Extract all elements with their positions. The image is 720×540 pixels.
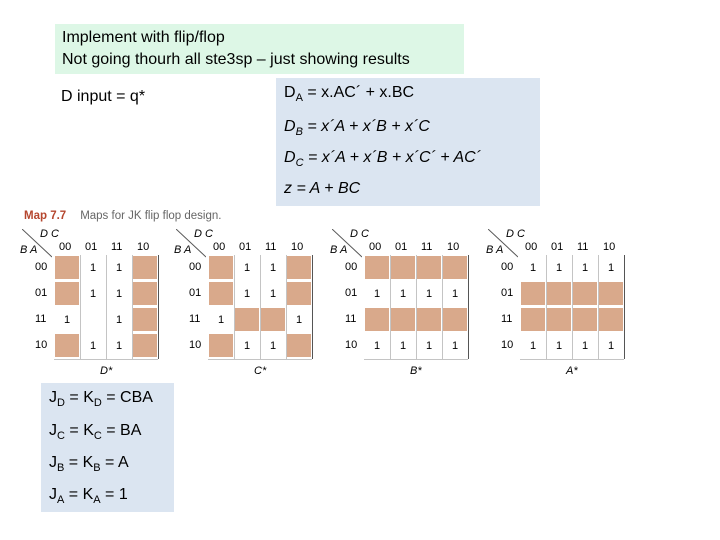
kmap-cell: 1 <box>425 339 433 352</box>
kmap-row-label: 10 <box>501 339 514 351</box>
map-caption-text: Maps for JK flip flop design. <box>80 210 222 222</box>
kmap-cell <box>55 282 79 305</box>
kmap-c <box>174 228 326 380</box>
kmap-output-label: A* <box>566 365 578 377</box>
equation-dc <box>284 149 481 169</box>
kmap-cell <box>81 308 105 331</box>
kmap-col-label: 00 <box>369 241 382 253</box>
d-input-label: D input = q* <box>61 88 146 105</box>
kmap-b <box>330 228 482 380</box>
kmap-diagonal <box>176 229 206 259</box>
kmap-cell: 1 <box>451 339 459 352</box>
jk-rhs: = 1 <box>100 486 128 503</box>
kmap-row-label: 00 <box>345 261 358 273</box>
jk-equation-c: $J_C = K_C$ = BA <box>49 422 142 443</box>
kmap-col-label: 10 <box>447 241 460 253</box>
eq-sub: B <box>295 126 303 139</box>
kmap-diagonal <box>332 229 362 259</box>
kmap-cell: 1 <box>607 261 615 274</box>
title-line-2: Not going thourh all ste3sp – just showing results <box>62 51 410 68</box>
kmap-cell: 1 <box>269 261 277 274</box>
title-line-1: Implement with flip/flop <box>62 29 225 46</box>
kmap-col-label: 11 <box>577 241 589 253</box>
kmap-a <box>486 228 638 380</box>
kmap-cell <box>133 282 157 305</box>
kmap-row-label: 10 <box>35 339 48 351</box>
equations-box <box>276 78 540 206</box>
kmap-cell <box>547 308 571 331</box>
kmap-cell <box>133 308 157 331</box>
kmap-col-var: D C <box>194 228 213 240</box>
kmap-row-label: 11 <box>35 313 47 325</box>
kmap-cell: 1 <box>581 261 589 274</box>
kmap-cell <box>55 256 79 279</box>
kmap-grid-line <box>442 255 443 359</box>
kmap-row-label: 00 <box>189 261 202 273</box>
kmap-cell: 1 <box>607 339 615 352</box>
kmap-cell <box>547 282 571 305</box>
j-sub: B <box>57 462 65 475</box>
eq-var: D <box>284 149 296 166</box>
kmap-grid-line <box>390 255 391 359</box>
kmap-col-label: 10 <box>137 241 150 253</box>
kmap-col-var: D C <box>350 228 369 240</box>
kmap-row-label: 00 <box>501 261 514 273</box>
kmap-col-label: 01 <box>239 241 252 253</box>
kmap-diagonal <box>22 229 52 259</box>
kmap-cell: 1 <box>63 313 71 326</box>
kmap-cell: 1 <box>373 287 381 300</box>
kmap-grid-line <box>598 255 599 359</box>
jk-equation-a: $J_A = K_A = 1$ <box>49 486 128 507</box>
kmap-cell <box>417 256 441 279</box>
kmap-cell: 1 <box>115 313 123 326</box>
kmap-col-label: 00 <box>59 241 72 253</box>
kmap-output-label: C* <box>254 365 267 377</box>
kmap-grid-line <box>546 255 547 359</box>
kmap-cell <box>391 256 415 279</box>
eq-rhs: = x´A + x´B + x´C´ + AC´ <box>303 149 482 166</box>
kmap-cell: 1 <box>115 339 123 352</box>
eq-var: D <box>284 84 296 101</box>
j-sub: D <box>57 397 65 410</box>
k-sub: D <box>93 397 102 410</box>
kmap-cell: 1 <box>115 261 123 274</box>
j-sub: A <box>57 494 65 507</box>
eq-rhs: = A + BC <box>292 180 361 197</box>
kmap-row-var: B A <box>174 244 192 256</box>
kmap-cell: 1 <box>399 287 407 300</box>
kmap-cell: 1 <box>243 339 251 352</box>
kmap-cell: 1 <box>425 287 433 300</box>
kmap-cell <box>365 308 389 331</box>
kmap-grid-line <box>132 255 133 359</box>
kmap-row-label: 00 <box>35 261 48 273</box>
jk-rhs: = BA <box>101 422 142 439</box>
kmap-cell <box>573 308 597 331</box>
kmap-cell <box>443 308 467 331</box>
equation-z <box>284 180 360 198</box>
kmap-grid-line <box>312 255 313 359</box>
kmap-col-label: 01 <box>551 241 564 253</box>
kmap-row-label: 10 <box>345 339 358 351</box>
equation-db <box>284 118 430 138</box>
title-box <box>55 24 464 74</box>
kmap-cell <box>521 282 545 305</box>
kmap-cell: 1 <box>89 287 97 300</box>
kmap-diagonal <box>488 229 518 259</box>
kmap-cell: 1 <box>217 313 225 326</box>
kmap-cell <box>287 256 311 279</box>
kmap-cell: 1 <box>269 339 277 352</box>
kmap-cell <box>521 308 545 331</box>
kmap-cell: 1 <box>451 287 459 300</box>
kmap-row-label: 01 <box>35 287 48 299</box>
kmap-row-label: 11 <box>501 313 513 325</box>
kmap-grid-line <box>286 255 287 359</box>
kmap-col-label: 10 <box>291 241 304 253</box>
kmap-cell <box>287 334 311 357</box>
kmap-row-label: 01 <box>189 287 202 299</box>
kmap-grid-line <box>80 255 81 359</box>
kmap-grid-line <box>106 255 107 359</box>
kmap-row-label: 11 <box>345 313 357 325</box>
kmap-grid-line <box>572 255 573 359</box>
kmap-grid-line <box>468 255 469 359</box>
eq-var: z <box>284 180 292 197</box>
kmap-output-label: B* <box>410 365 422 377</box>
kmap-output-label: D* <box>100 365 113 377</box>
kmap-cell <box>599 282 623 305</box>
equation-da <box>284 84 414 104</box>
kmap-cell: 1 <box>115 287 123 300</box>
eq-var: D <box>284 118 296 135</box>
kmap-cell: 1 <box>555 339 563 352</box>
kmap-col-label: 11 <box>111 241 123 253</box>
kmap-grid-line <box>234 255 235 359</box>
kmap-row-var: B A <box>486 244 504 256</box>
map-caption <box>24 210 221 222</box>
kmap-cell <box>417 308 441 331</box>
kmap-cell <box>209 282 233 305</box>
kmap-cell <box>391 308 415 331</box>
eq-rhs: = x.AC´ + x.BC <box>302 84 415 101</box>
kmap-row-label: 11 <box>189 313 201 325</box>
kmap-cell <box>599 308 623 331</box>
kmap-grid-line <box>416 255 417 359</box>
kmap-grid-line <box>520 359 624 360</box>
jk-rhs: = A <box>100 454 129 471</box>
kmap-cell <box>287 282 311 305</box>
kmap-cell <box>209 334 233 357</box>
kmap-cell: 1 <box>243 261 251 274</box>
kmap-d <box>20 228 172 380</box>
kmap-cell <box>261 308 285 331</box>
kmap-cell: 1 <box>269 287 277 300</box>
kmap-cell <box>443 256 467 279</box>
kmap-cell <box>55 334 79 357</box>
kmap-col-var: D C <box>506 228 525 240</box>
jk-equations-box <box>41 383 174 512</box>
kmap-cell <box>209 256 233 279</box>
kmap-row-label: 10 <box>189 339 202 351</box>
kmap-grid-line <box>624 255 625 359</box>
kmap-cell: 1 <box>555 261 563 274</box>
kmap-grid-line <box>364 359 468 360</box>
eq-sub: A <box>295 92 303 105</box>
k-sub: B <box>93 462 101 475</box>
k-sub: A <box>93 494 101 507</box>
kmap-col-label: 00 <box>525 241 538 253</box>
kmap-cell <box>133 334 157 357</box>
eq-sub: C <box>295 157 304 170</box>
kmap-row-label: 01 <box>501 287 514 299</box>
kmap-grid-line <box>158 255 159 359</box>
kmap-cell: 1 <box>89 261 97 274</box>
kmap-cell: 1 <box>581 339 589 352</box>
kmap-col-label: 11 <box>265 241 277 253</box>
kmap-row-var: B A <box>330 244 348 256</box>
kmap-grid-line <box>208 359 312 360</box>
jk-equation-d: $J_D = K_D$ = CBA <box>49 389 153 410</box>
kmap-col-label: 10 <box>603 241 616 253</box>
kmap-cell: 1 <box>89 339 97 352</box>
kmap-col-label: 01 <box>85 241 98 253</box>
kmap-cell: 1 <box>399 339 407 352</box>
kmap-col-label: 01 <box>395 241 408 253</box>
map-number: Map 7.7 <box>24 210 67 222</box>
kmap-cell: 1 <box>529 261 537 274</box>
kmap-cell: 1 <box>243 287 251 300</box>
kmap-cell: 1 <box>295 313 303 326</box>
kmap-grid-line <box>54 359 158 360</box>
jk-rhs: = CBA <box>101 389 153 406</box>
kmap-col-label: 11 <box>421 241 433 253</box>
kmap-grid-line <box>260 255 261 359</box>
jk-equation-b: $J_B = K_B = A$ <box>49 454 129 475</box>
kmap-col-var: D C <box>40 228 59 240</box>
kmap-cell <box>235 308 259 331</box>
kmap-row-var: B A <box>20 244 38 256</box>
kmap-row-label: 01 <box>345 287 358 299</box>
k-sub: C <box>93 430 102 443</box>
eq-rhs: = x´A + x´B + x´C <box>302 118 430 135</box>
kmap-cell <box>133 256 157 279</box>
kmap-cell <box>365 256 389 279</box>
kmap-col-label: 00 <box>213 241 226 253</box>
j-sub: C <box>57 430 65 443</box>
kmap-cell: 1 <box>373 339 381 352</box>
kmap-cell: 1 <box>529 339 537 352</box>
kmap-cell <box>573 282 597 305</box>
